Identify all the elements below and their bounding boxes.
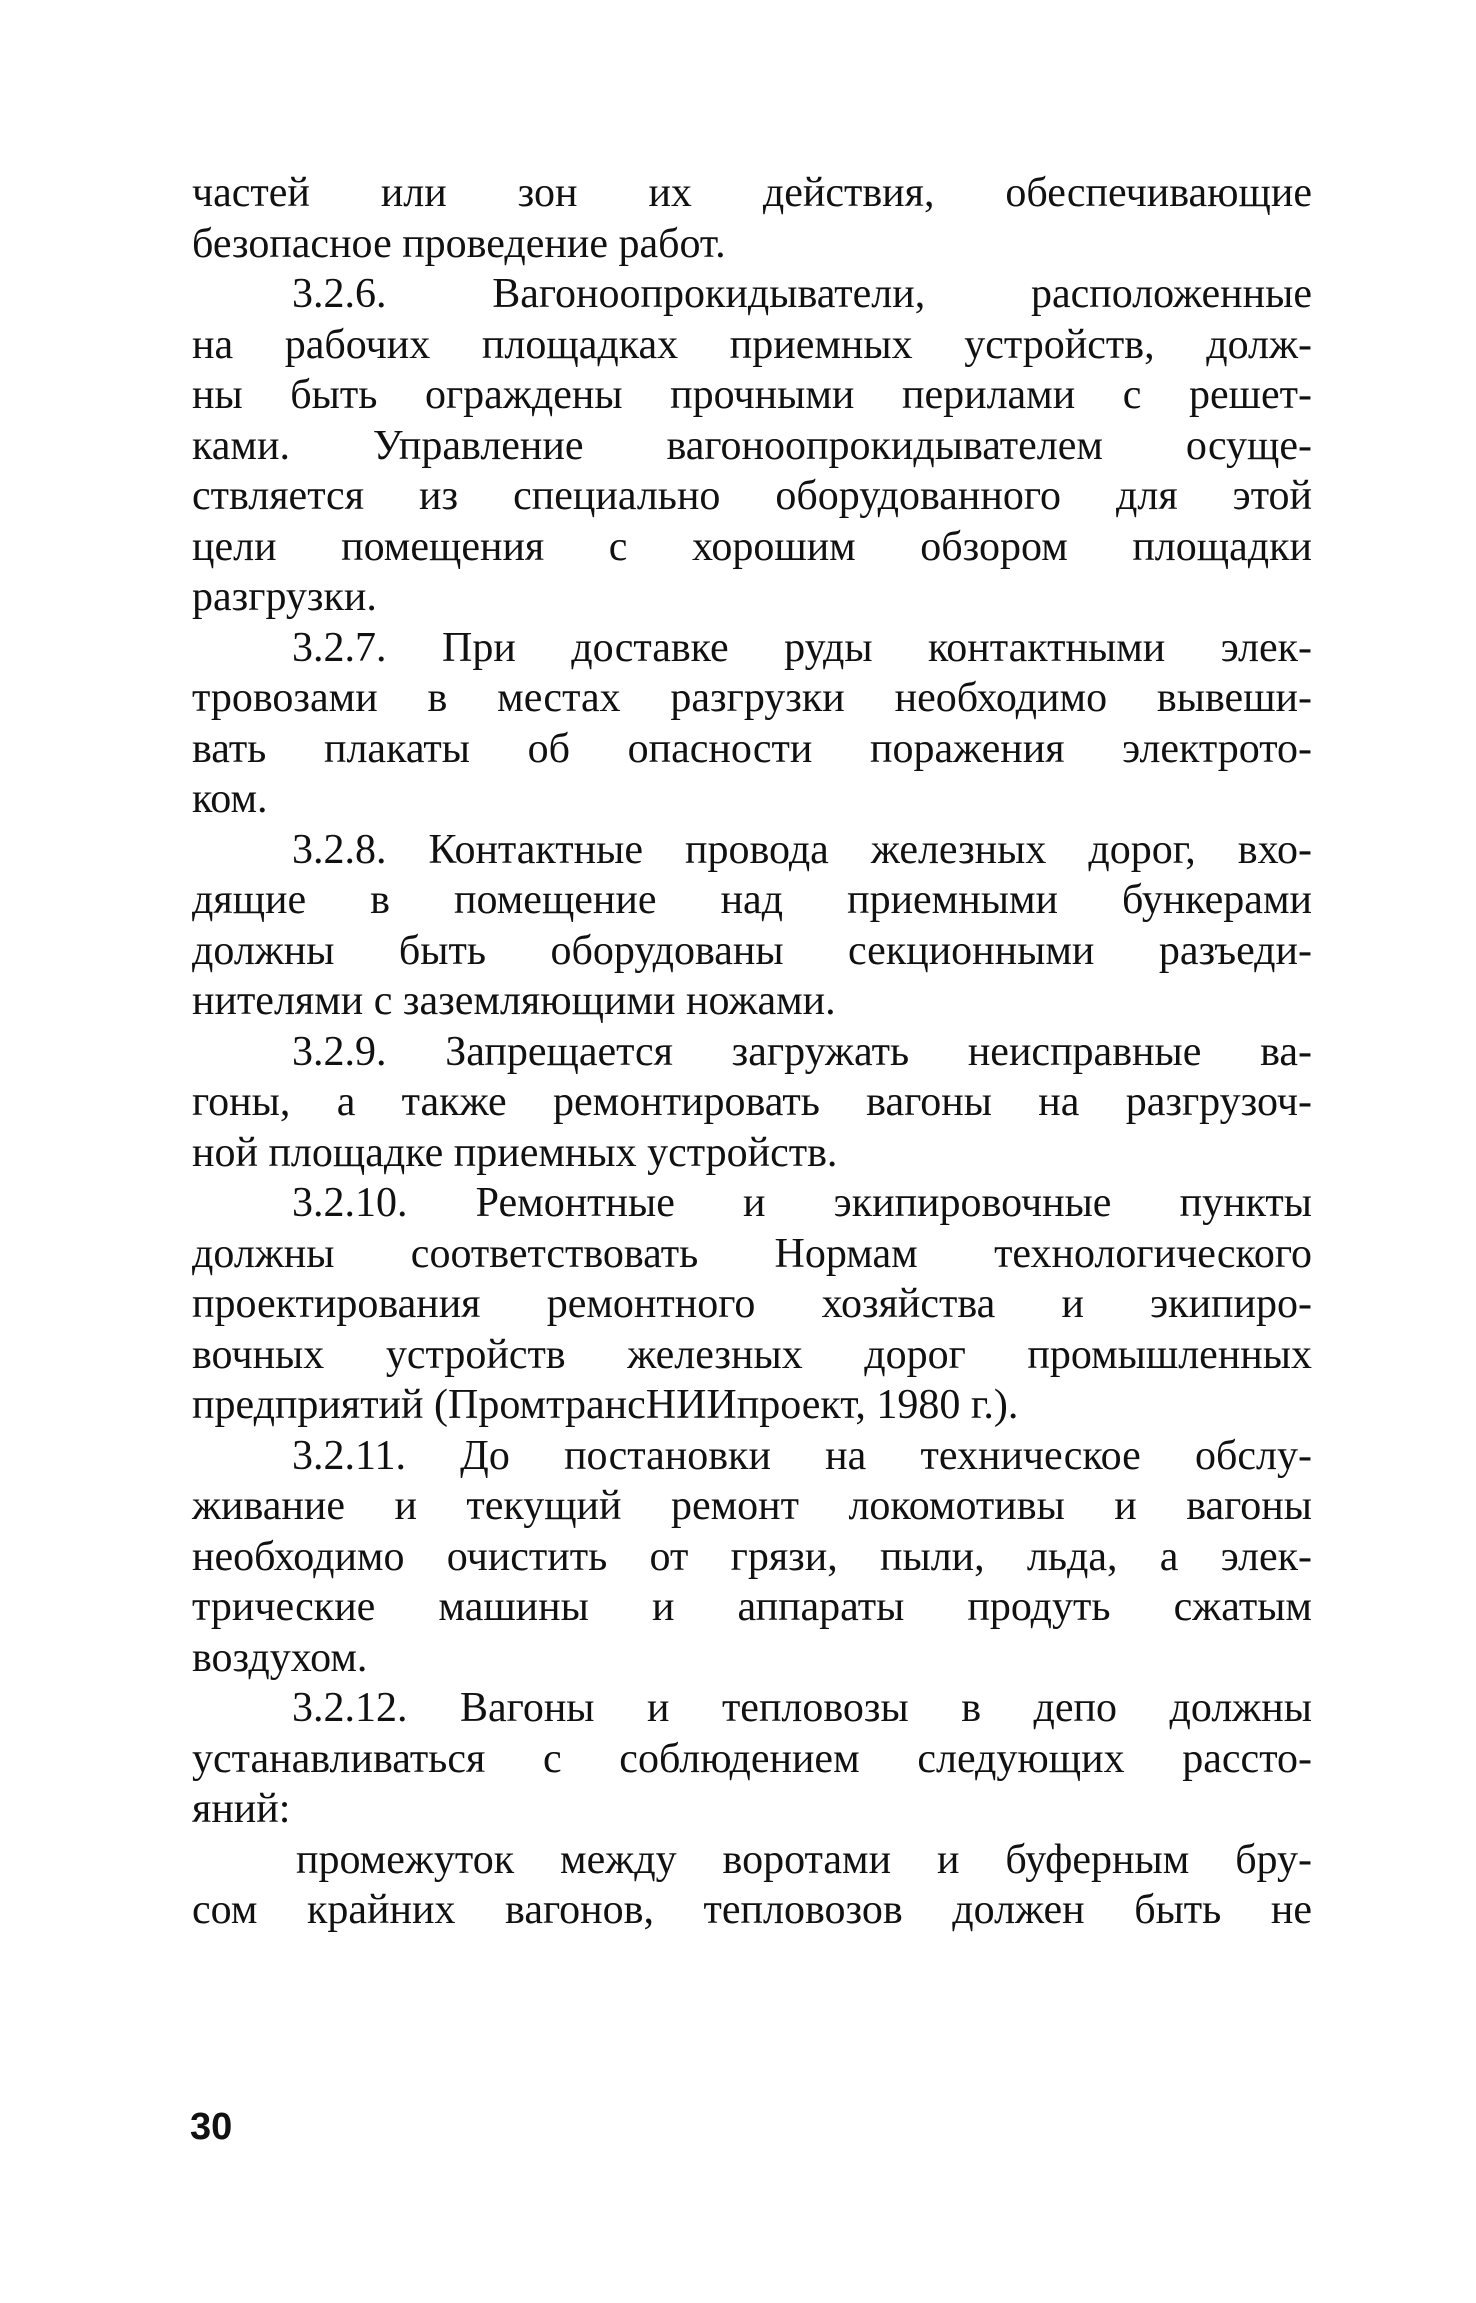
text-line: живание и текущий ремонт локомотивы и вагоны [192,1483,1312,1529]
text-line: дящие в помещение над приемными бункерами [192,877,1312,923]
text-line: ками. Управление вагоноопрокидывателем осуще- [192,422,1312,469]
text-line: воздухом. [192,1634,368,1681]
clause-3-2-12-line: 3.2.12. Вагоны и тепловозы в депо должны [292,1685,1312,1731]
clause-3-2-8-line: 3.2.8. Контактные провода железных дорог, вхо- [292,826,1312,873]
text-line: должны соответствовать Нормам технологического [192,1230,1312,1277]
text-line: предприятий (ПромтрансНИИпроект, 1980 г.). [192,1382,1019,1428]
clause-3-2-7-line: 3.2.7. При доставке руды контактными элек- [292,624,1312,671]
text-line: сом крайних вагонов, тепловозов должен быть не [192,1887,1312,1933]
text-line: безопасное проведение работ. [192,220,726,267]
text-line: яний: [192,1786,291,1832]
text-line: на рабочих площадках приемных устройств, долж- [192,321,1312,368]
body-text [192,168,1312,1936]
text-line: цели помещения с хорошим обзором площадки [192,523,1312,570]
text-line: разгрузки. [192,574,377,620]
text-line: ны быть ограждены прочными перилами с решет- [192,372,1312,418]
text-line: ком. [192,776,268,822]
text-line: нителями с заземляющими ножами. [192,978,836,1024]
text-line: гоны, а также ремонтировать вагоны на разгрузоч- [192,1079,1312,1125]
page-number: 30 [190,2106,233,2148]
text-line: проектирования ремонтного хозяйства и экипиро- [192,1281,1312,1327]
text-line: частей или зон их действия, обеспечивающие [192,170,1312,216]
text-line: вочных устройств железных дорог промышленных [192,1331,1312,1378]
clause-3-2-6-line: 3.2.6. Вагоноопрокидыватели, расположенные [292,271,1312,317]
text-line: устанавливаться с соблюдением следующих рассто- [192,1735,1312,1782]
text-line: вать плакаты об опасности поражения электрото- [192,725,1312,772]
clause-3-2-10-line: 3.2.10. Ремонтные и экипировочные пункты [292,1180,1312,1226]
text-line: должны быть оборудованы секционными разъеди- [192,927,1312,974]
clause-3-2-11-line: 3.2.11. До постановки на техническое обслу- [292,1432,1312,1479]
text-line: промежуток между воротами и буферным бру- [296,1836,1312,1883]
text-line: необходимо очистить от грязи, пыли, льда, а элек- [192,1533,1312,1580]
text-line: тровозами в местах разгрузки необходимо вывеши- [192,675,1312,721]
text-line: ствляется из специально оборудованного для этой [192,473,1312,519]
text-line: трические машины и аппараты продуть сжатым [192,1584,1312,1630]
text-line: ной площадке приемных устройств. [192,1129,838,1176]
clause-3-2-9-line: 3.2.9. Запрещается загружать неисправные ва- [292,1028,1312,1075]
